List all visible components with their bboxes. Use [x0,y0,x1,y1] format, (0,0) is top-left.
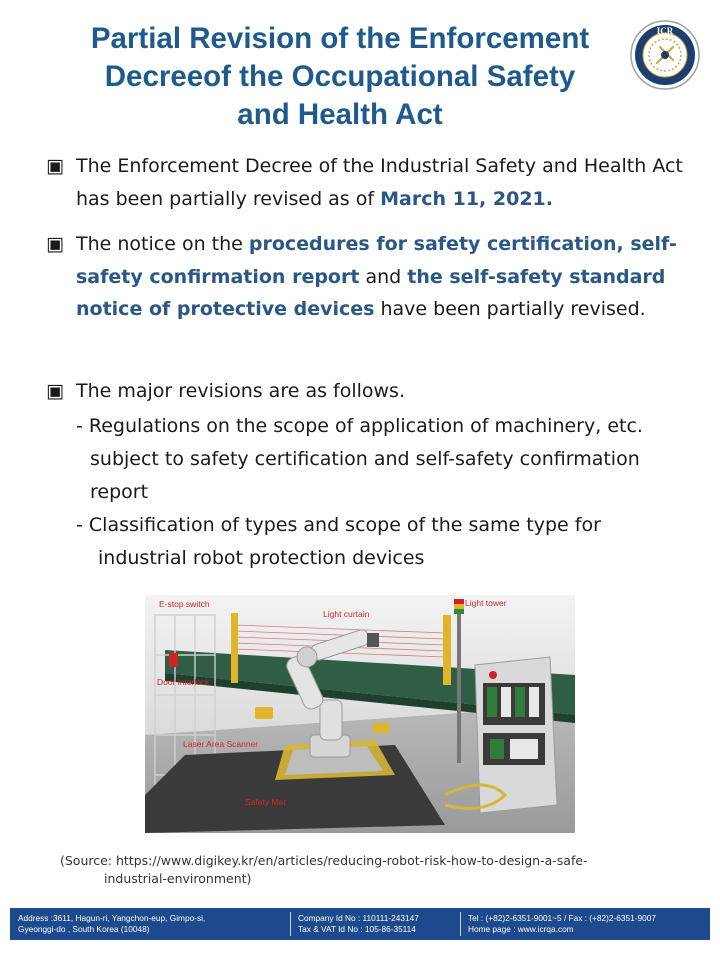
title-line-3: and Health Act [237,98,443,131]
p2-highlight-1: procedures for safety certification, self-safety confirmation report [76,233,677,288]
label-estop-switch: E-stop switch [159,599,210,609]
paragraph-1-text [76,150,686,215]
parts-box [373,723,389,733]
paragraph-2 [46,228,686,326]
revision-item-1-line-3: report [90,481,149,503]
image-source-citation [60,852,680,888]
control-cabinet [475,657,557,813]
revision-item-1-line-2: subject to safety certification and self-safety confirmation [90,448,640,470]
footer-contact [468,913,656,935]
robot-safety-cell-illustration [145,595,575,833]
label-light-tower: Light tower [465,598,507,608]
revision-item-2-line-1: - Classification of types and scope of the same type for [76,514,601,536]
footer-company-ids [298,913,419,935]
door-interlock-device [169,653,178,667]
p2-text-a: The notice on the [76,233,249,255]
p1-date-highlight: March 11, 2021. [380,187,553,210]
paragraph-3 [46,375,686,408]
icr-seal-logo [630,20,700,90]
paragraph-3-intro: The major revisions are as follows. [76,380,405,402]
revision-item-1-line-1: - Regulations on the scope of application of machinery, etc. [76,415,643,437]
footer-company-id: Company Id No : 110111-243147 [298,913,419,923]
footer-address-line-1: Address :3611, Hagun-ri, Yangchon-eup, Gimpo-si, [18,913,206,923]
p1-text: The Enforcement Decree of the Industrial Safety and Health Act has been partially revised as of [76,155,683,210]
paragraph-1 [46,150,686,215]
light-curtain-post [443,615,451,685]
square-bullet-icon: ▣ [46,233,64,255]
revision-item-2-line-2: industrial robot protection devices [98,547,425,569]
revision-list [76,410,676,575]
p2-text-e: have been partially revised. [374,298,646,320]
footer-divider [460,912,461,936]
square-bullet-icon: ▣ [46,155,64,177]
label-door-interlock: Door interlock [157,677,210,687]
footer-divider [290,912,291,936]
label-safety-mat: Safety Mat [245,797,286,807]
footer-bar [10,908,710,940]
source-line-1: (Source: https://www.digikey.kr/en/articles/reducing-robot-risk-how-to-design-a-safe- [60,853,588,868]
footer-address [18,913,205,935]
title-line-2: Decreeof the Occupational Safety [104,60,576,93]
laser-area-scanner [255,707,273,719]
footer-address-line-2: Gyeonggi-do , South Korea (10048) [18,924,150,934]
square-bullet-icon: ▣ [46,380,64,402]
footer-tax-id: Tax & VAT Id No : 105-86-35114 [298,924,416,934]
footer-homepage[interactable]: Home page : www.icrqa.com [468,924,574,934]
label-light-curtain: Light curtain [323,609,370,619]
footer-tel-fax: Tel : (+82)2-6351-9001~5 / Fax : (+82)2-6351-9007 [468,913,656,923]
logo-text: ICR [656,26,674,36]
title-line-1: Partial Revision of the Enforcement [90,22,590,55]
page-title [40,20,640,134]
p2-text-c: and [359,265,408,288]
source-line-2: industrial-environment) [104,871,252,886]
paragraph-2-text [76,228,686,326]
label-laser-scanner: Laser Area Scanner [183,739,259,749]
p2-highlight-2: the self-safety standard notice of protective devices [76,265,666,320]
